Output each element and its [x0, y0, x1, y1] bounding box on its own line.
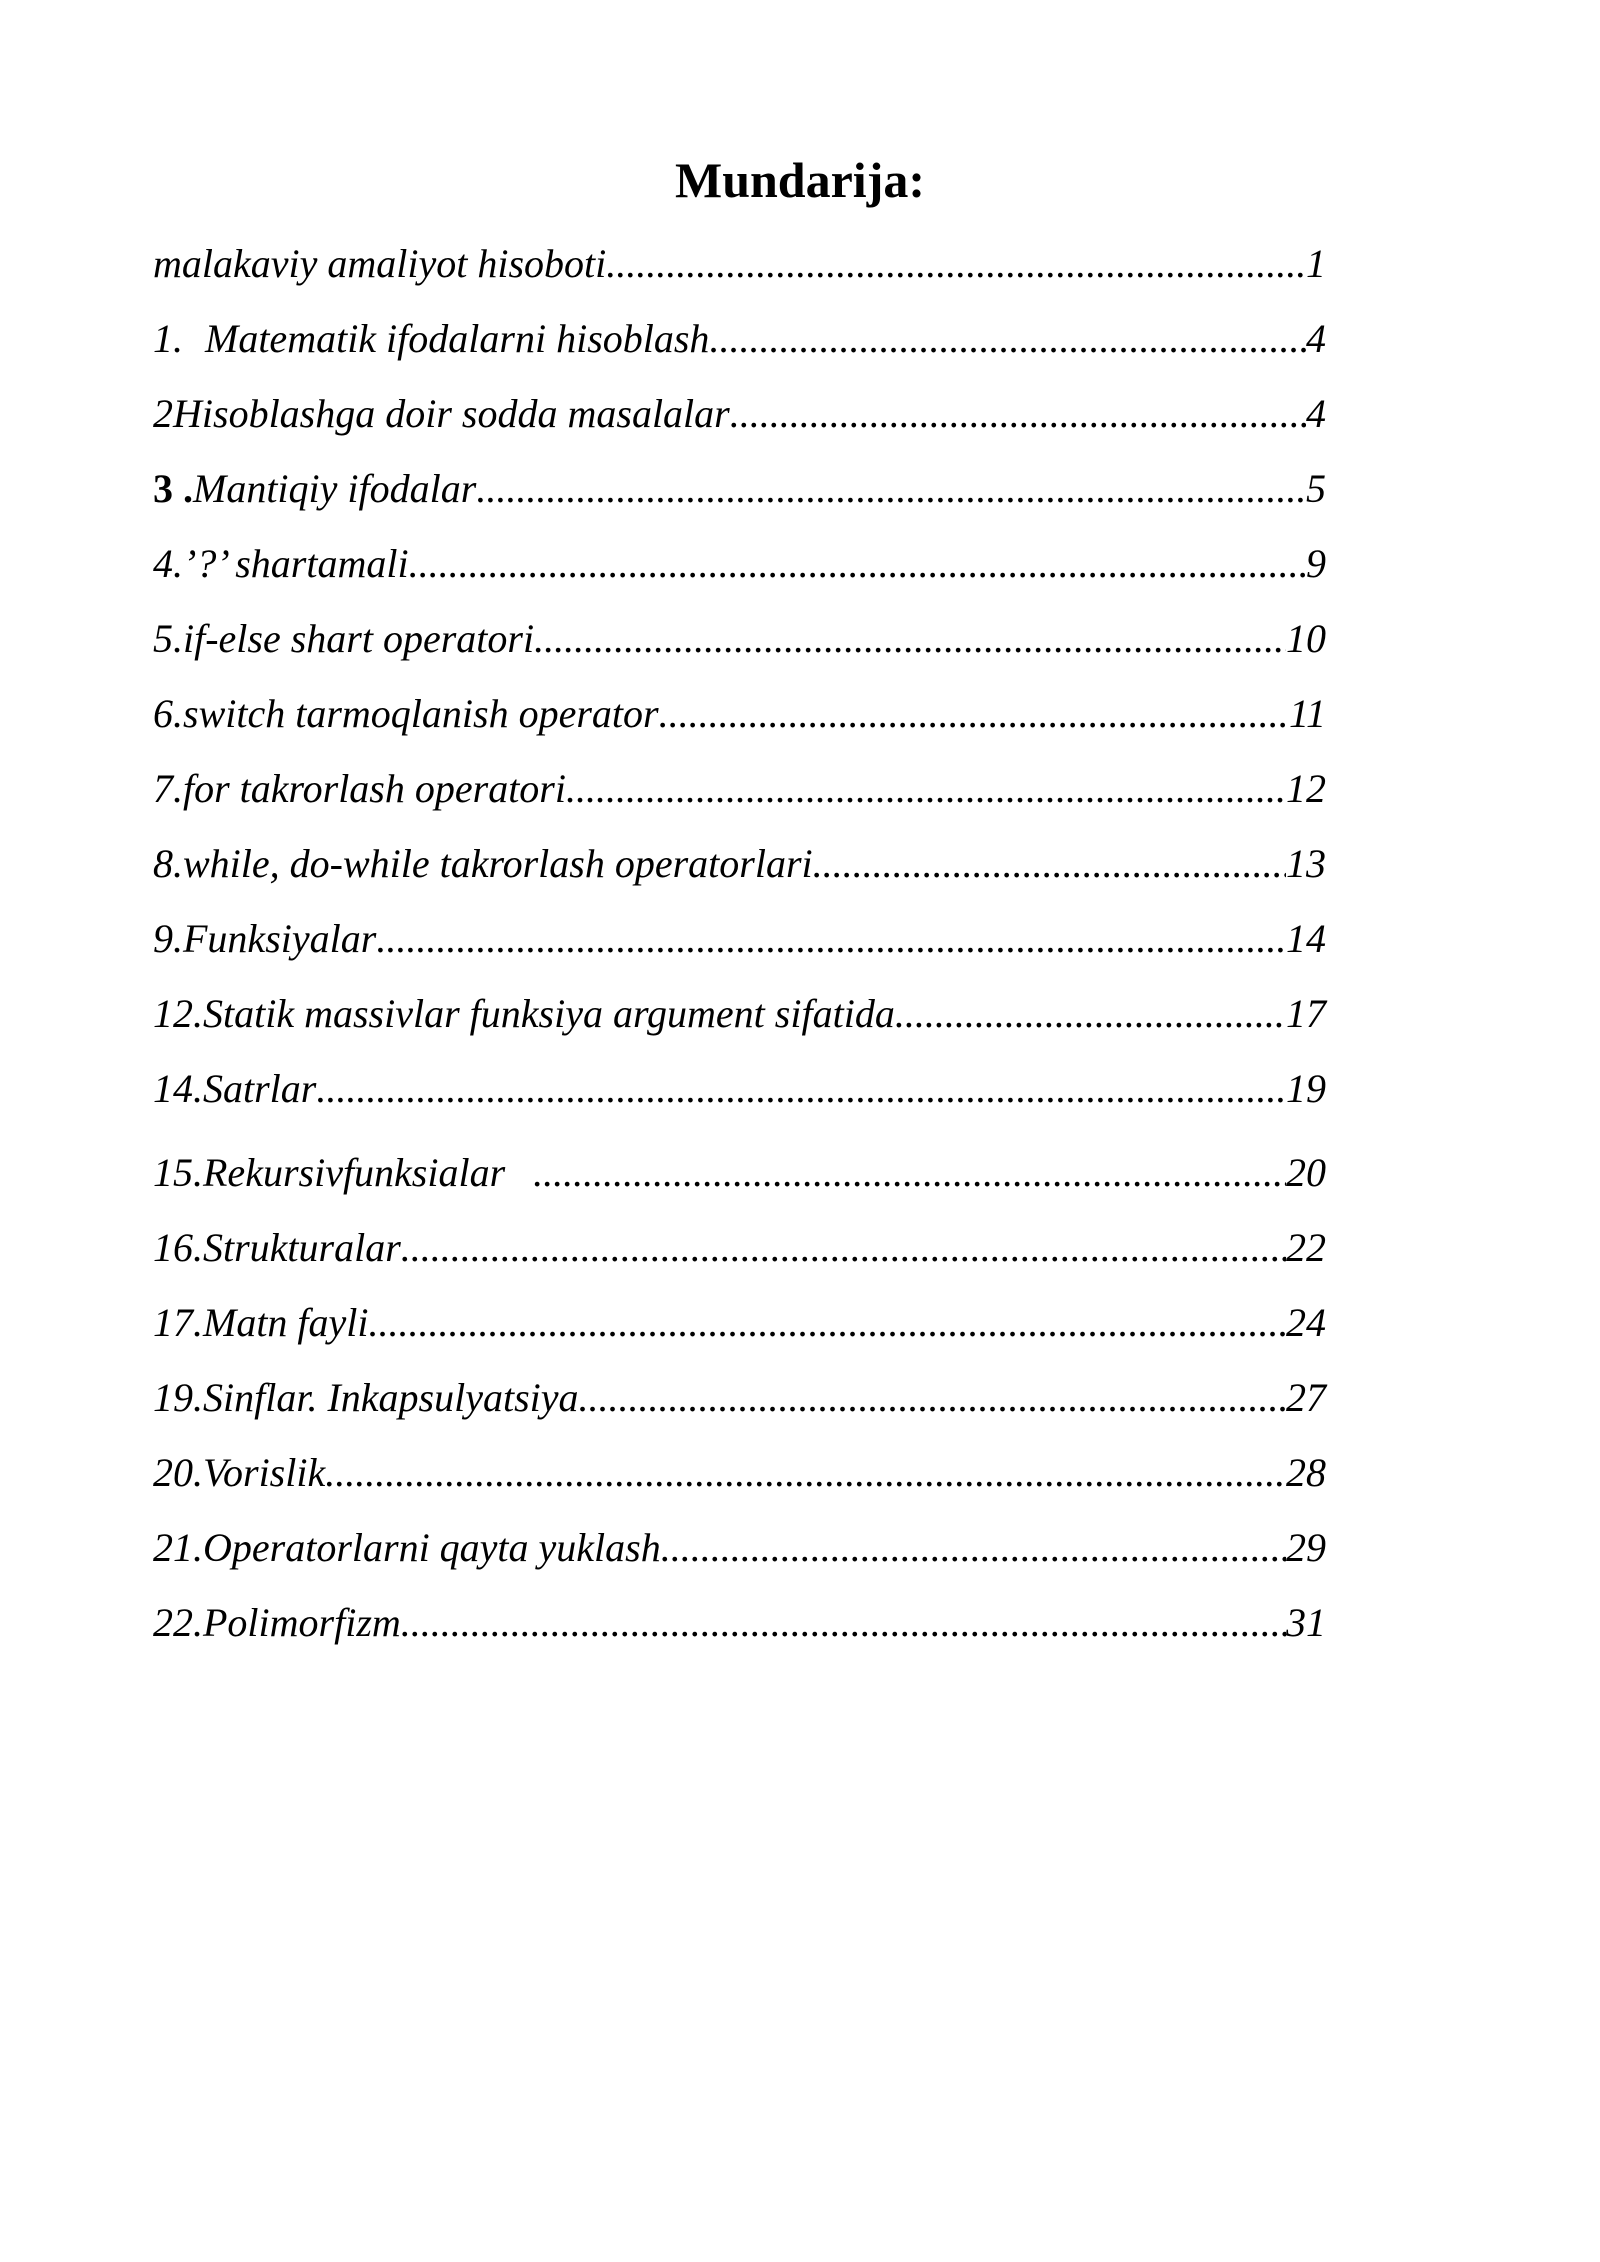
- toc-dot-leader: [730, 384, 1306, 444]
- toc-entry-label: Funksiyalar: [183, 916, 377, 961]
- toc-entry-page: 27: [1286, 1375, 1326, 1420]
- toc-entry-label: Rekursivfunksialar: [203, 1150, 506, 1195]
- toc-entry-label: malakaviy amaliyot hisoboti: [153, 241, 607, 286]
- toc-entry-page: 10: [1286, 616, 1326, 661]
- toc-entry-label: Statik massivlar funksiya argument sifatida: [203, 991, 895, 1036]
- toc-entry-page: 9: [1306, 541, 1326, 586]
- toc-entry-number: 8.: [153, 841, 183, 886]
- toc-entry-label: Matn fayli: [203, 1300, 369, 1345]
- toc-entry-number: 12.: [153, 991, 203, 1036]
- toc-entry[interactable]: [153, 384, 1326, 459]
- toc-entry-label: if-else shart operatori: [183, 616, 535, 661]
- toc-entry-page: 22: [1286, 1225, 1326, 1270]
- toc-entry-label: Hisoblashga doir sodda masalalar: [173, 391, 730, 436]
- toc-dot-leader: [606, 234, 1306, 294]
- toc-entry-number: 16.: [153, 1225, 203, 1270]
- toc-entry-label: Vorislik: [203, 1450, 326, 1495]
- toc-entry-number: 2: [153, 391, 173, 436]
- toc-entry-number: 20.: [153, 1450, 203, 1495]
- toc-entry[interactable]: [153, 1443, 1326, 1518]
- toc-entry-label: Operatorlarni qayta yuklash: [203, 1525, 661, 1570]
- table-of-contents: [153, 234, 1326, 1668]
- toc-entry-label: Mantiqiy ifodalar: [193, 466, 477, 511]
- toc-entry-page: 31: [1286, 1600, 1326, 1645]
- toc-entry-page: 20: [1286, 1150, 1326, 1195]
- toc-entry-label: Satrlar: [203, 1066, 317, 1111]
- toc-entry-page: 28: [1286, 1450, 1326, 1495]
- toc-dot-leader: [661, 1518, 1286, 1578]
- toc-entry[interactable]: [153, 1518, 1326, 1593]
- toc-entry-label: while, do-while takrorlash operatorlari: [183, 841, 813, 886]
- toc-entry[interactable]: [153, 534, 1326, 609]
- toc-dot-leader: [659, 684, 1289, 744]
- toc-entry-label: ’?’ shartamali: [183, 541, 409, 586]
- toc-dot-leader: [895, 984, 1286, 1044]
- toc-entry-number: 14.: [153, 1066, 203, 1111]
- toc-dot-leader: [534, 609, 1286, 669]
- toc-dot-leader: [401, 1593, 1286, 1653]
- toc-entry-page: 29: [1286, 1525, 1326, 1570]
- toc-entry[interactable]: [153, 1134, 1326, 1218]
- toc-entry-number: 17.: [153, 1300, 203, 1345]
- toc-dot-leader: [476, 459, 1306, 519]
- toc-entry-page: 1: [1306, 241, 1326, 286]
- toc-entry[interactable]: [153, 234, 1326, 309]
- toc-entry-page: 17: [1286, 991, 1326, 1036]
- toc-entry[interactable]: [153, 984, 1326, 1059]
- toc-dot-leader: [566, 759, 1286, 819]
- toc-entry-page: 4: [1306, 316, 1326, 361]
- toc-entry-page: 4: [1306, 391, 1326, 436]
- toc-entry-number: 7.: [153, 766, 183, 811]
- toc-entry[interactable]: [153, 759, 1326, 834]
- toc-entry-number: 22.: [153, 1600, 203, 1645]
- toc-dot-leader: [325, 1443, 1286, 1503]
- toc-entry[interactable]: [153, 684, 1326, 759]
- toc-entry-page: 12: [1286, 766, 1326, 811]
- toc-dot-leader: [369, 1293, 1286, 1353]
- toc-entry[interactable]: [153, 834, 1326, 909]
- toc-entry-number: 4.: [153, 541, 183, 586]
- toc-entry[interactable]: [153, 909, 1326, 984]
- toc-dot-leader: [316, 1059, 1286, 1119]
- toc-entry[interactable]: [153, 1293, 1326, 1368]
- toc-entry-number: 1.: [153, 316, 183, 361]
- toc-entry[interactable]: [153, 1059, 1326, 1134]
- toc-entry-number: 19.: [153, 1375, 203, 1420]
- toc-entry-number: 6.: [153, 691, 183, 736]
- toc-entry-page: 19: [1286, 1066, 1326, 1111]
- toc-entry-label: for takrorlash operatori: [183, 766, 566, 811]
- toc-dot-leader: [579, 1368, 1286, 1428]
- toc-entry-page: 11: [1288, 691, 1326, 736]
- toc-entry[interactable]: [153, 609, 1326, 684]
- toc-entry-page: 5: [1306, 466, 1326, 511]
- toc-entry-label: switch tarmoqlanish operator: [183, 691, 659, 736]
- toc-entry[interactable]: [153, 309, 1326, 384]
- toc-entry-page: 13: [1286, 841, 1326, 886]
- toc-dot-leader: [409, 534, 1306, 594]
- page-title: Mundarija:: [675, 152, 925, 208]
- toc-entry[interactable]: [153, 459, 1326, 534]
- toc-entry-label: Matematik ifodalarni hisoblash: [205, 316, 710, 361]
- toc-entry[interactable]: [153, 1593, 1326, 1668]
- toc-entry-page: 24: [1286, 1300, 1326, 1345]
- toc-dot-leader: [813, 834, 1286, 894]
- toc-entry[interactable]: [153, 1218, 1326, 1293]
- toc-entry-number: 21.: [153, 1525, 203, 1570]
- toc-entry[interactable]: [153, 1368, 1326, 1443]
- toc-entry-label: Sinflar. Inkapsulyatsiya: [203, 1375, 579, 1420]
- toc-dot-leader: [533, 1143, 1286, 1203]
- toc-entry-number: 15.: [153, 1150, 203, 1195]
- toc-dot-leader: [376, 909, 1286, 969]
- toc-entry-page: 14: [1286, 916, 1326, 961]
- toc-entry-number: 9.: [153, 916, 183, 961]
- toc-dot-leader: [709, 309, 1306, 369]
- toc-entry-label: Strukturalar: [203, 1225, 401, 1270]
- toc-entry-number: 5.: [153, 616, 183, 661]
- toc-entry-number: 3 .: [153, 466, 193, 511]
- toc-dot-leader: [401, 1218, 1286, 1278]
- toc-entry-label: Polimorfizm: [203, 1600, 401, 1645]
